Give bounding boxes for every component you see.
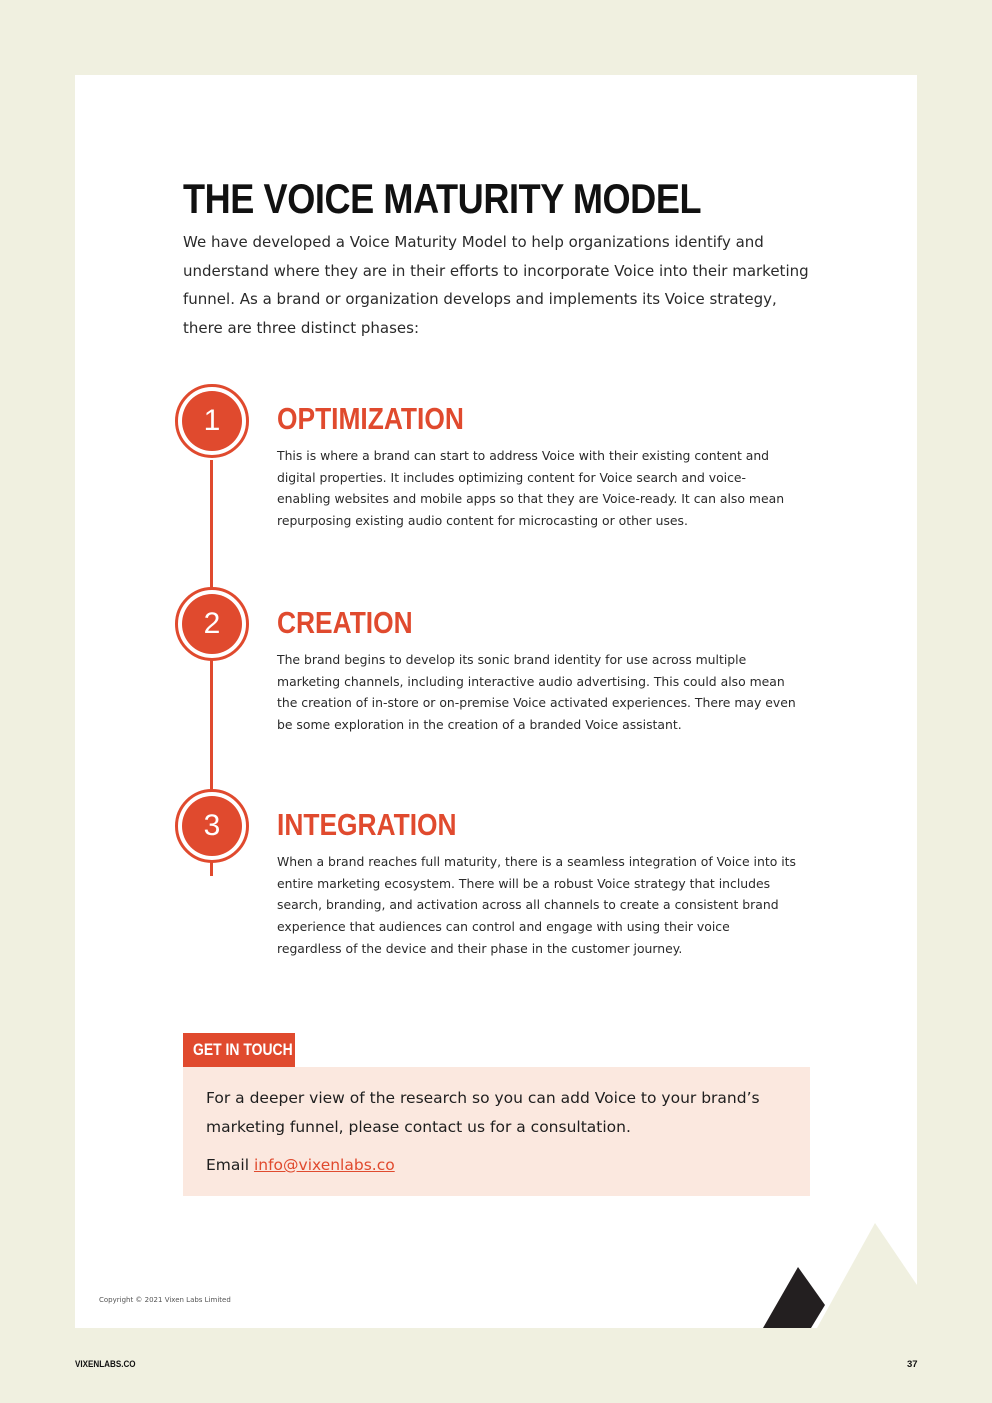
intro-paragraph: We have developed a Voice Maturity Model to help organizations identify and understand where they are in their efforts to incorporate Voice into their marketing funnel. As a brand or organization develops and implements its Voice strategy, there are three distinct phases: <box>183 233 809 337</box>
email-label: Email <box>206 1156 250 1174</box>
step-3-text: When a brand reaches full maturity, there is a seamless integration of Voice into its entire marketing ecosystem. There will be a robust Voice strategy that includes search, branding, and activation across all channels to create a consistent brand experience that audiences can control and engage with using their voice regardless of the device and their phase in the customer journey. <box>277 854 796 956</box>
footer-brand: VIXENLABS.CO <box>75 1359 136 1370</box>
step-2-number: 2 <box>182 594 242 654</box>
step-2-title: CREATION <box>277 605 413 640</box>
step-1-text: This is where a brand can start to address Voice with their existing content and digital properties. It includes optimizing content for Voice search and voice-enabling websites and mobile apps so that they are Voice-ready. It can also mean repurposing existing audio content for microcasting or other uses. <box>277 448 785 529</box>
contact-text: For a deeper view of the research so you can add Voice to your brand’s marketing funnel, please contact us for a consultation. <box>206 1089 760 1136</box>
email-link[interactable]: info@vixenlabs.co <box>253 1156 395 1174</box>
page-number: 37 <box>907 1359 918 1370</box>
step-3-number: 3 <box>182 796 242 856</box>
step-1-number: 1 <box>182 391 242 451</box>
step-3-title: INTEGRATION <box>277 807 457 842</box>
copyright-notice: Copyright © 2021 Vixen Labs Limited <box>99 1296 231 1304</box>
step-1-title: OPTIMIZATION <box>277 401 464 436</box>
light-mountain-shape <box>817 1223 917 1328</box>
dark-mountain-shape <box>763 1267 825 1328</box>
get-in-touch-label: GET IN TOUCH <box>193 1040 293 1059</box>
page-title: THE VOICE MATURITY MODEL <box>183 175 702 222</box>
step-2-text: The brand begins to develop its sonic brand identity for use across multiple marketing channels, including interactive audio advertising. This could also mean the creation of in-store or on-premise Voice activated experiences. There may even be some exploration in the creation of a branded Voice assistant. <box>277 652 796 733</box>
mountain-decoration <box>75 75 917 1328</box>
page-card <box>75 75 917 1328</box>
